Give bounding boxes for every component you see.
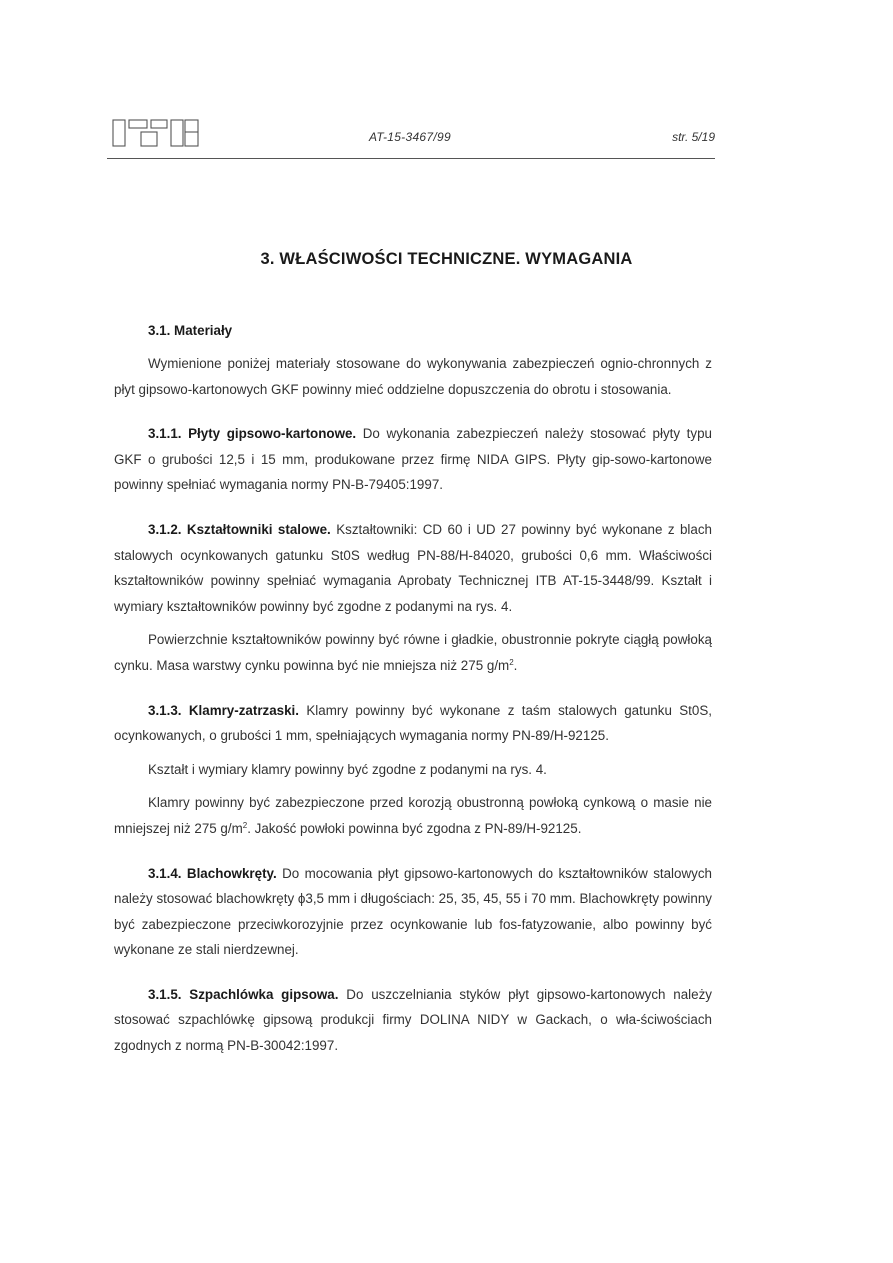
page-number: str. 5/19: [672, 130, 715, 144]
page-title: 3. WŁAŚCIWOŚCI TECHNICZNE. WYMAGANIA: [260, 250, 633, 268]
page-header: [107, 118, 715, 160]
paragraph-3-1-3-c: Klamry powinny być zabezpieczone przed korozją obustronną powłoką cynkową o masie nie mniejszej niż 275 $g/m^2$. Jakość powłoki powinna być zgodna z PN-89/H-92125.: [114, 795, 712, 836]
paragraph-3-1-2: 3.1.2. Kształtowniki stalowe. Kształtowniki: CD 60 i UD 27 powinny być wykonane z blach stalowych ocynkowanych gatunku St0S według PN-88/H-84020, grubości 0,6 mm. Właściwości kształtowników powinny spełniać wymagania Aprobaty Technicznej ITB AT-15-3448/99. Kształt i wymiary kształtowników powinny być zgodne z podanymi na rys. 4.: [114, 521, 712, 614]
section-lead-3-1-5: 3.1.5. Szpachlówka gipsowa.: [148, 986, 339, 1002]
paragraph-3-1-3-b: Kształt i wymiary klamry powinny być zgodne z podanymi na rys. 4.: [148, 761, 547, 777]
itb-logo: [112, 118, 200, 148]
paragraph-3-1-2-b: Powierzchnie kształtowników powinny być równe i gładkie, obustronnie pokryte ciągłą powłoką cynku. Masa warstwy cynku powinna być nie mniejsza niż 275 $g/m^2$.: [114, 632, 712, 673]
paragraph-3-1: Wymienione poniżej materiały stosowane do wykonywania zabezpieczeń ognio-chronnych z płyt gipsowo-kartonowych GKF powinny mieć oddzielne dopuszczenia do obrotu i stosowania.: [114, 356, 712, 397]
paragraph-3-1-4: 3.1.4. Blachowkręty. Do mocowania płyt gipsowo-kartonowych do kształtowników stalowych należy stosować blachowkręty ϕ3,5 mm i długościach: 25, 35, 45, 55 i 70 mm. Blachowkręty powinny być zabezpieczone przeciwkorozyjnie przez ocynkowanie lub fos-fatyzowanie, albo powinny być wykonane ze stali nierdzewnej.: [114, 865, 712, 958]
header-divider: [107, 158, 715, 159]
paragraph-3-1-1: 3.1.1. Płyty gipsowo-kartonowe. Do wykonania zabezpieczeń należy stosować płyty typu GKF o grubości 12,5 i 15 mm, produkowane przez firmę NIDA GIPS. Płyty gip-sowo-kartonowe powinny spełniać wymagania normy PN-B-79405:1997.: [114, 426, 712, 493]
section-lead-3-1-2: 3.1.2. Kształtowniki stalowe.: [148, 521, 331, 537]
document-number: AT-15-3467/99: [369, 130, 451, 144]
section-lead-3-1-1: 3.1.1. Płyty gipsowo-kartonowe.: [148, 426, 357, 442]
section-lead-3-1-4: 3.1.4. Blachowkręty.: [148, 865, 277, 881]
document-body: [114, 318, 712, 1059]
paragraph-3-1-5: 3.1.5. Szpachlówka gipsowa. Do uszczelniania styków płyt gipsowo-kartonowych należy stosować szpachlówkę gipsową produkcji firmy DOLINA NIDY w Gackach, o wła-ściwościach zgodnych z normą PN-B-30042:1997.: [114, 986, 712, 1054]
section-heading-3-1: 3.1. Materiały: [148, 323, 233, 338]
section-lead-3-1-3: 3.1.3. Klamry-zatrzaski.: [148, 702, 300, 718]
paragraph-3-1-3: 3.1.3. Klamry-zatrzaski. Klamry powinny być wykonane z taśm stalowych gatunku St0S, ocynkowanych, o grubości 1 mm, spełniających wymagania normy PN-89/H-92125.: [114, 702, 712, 744]
